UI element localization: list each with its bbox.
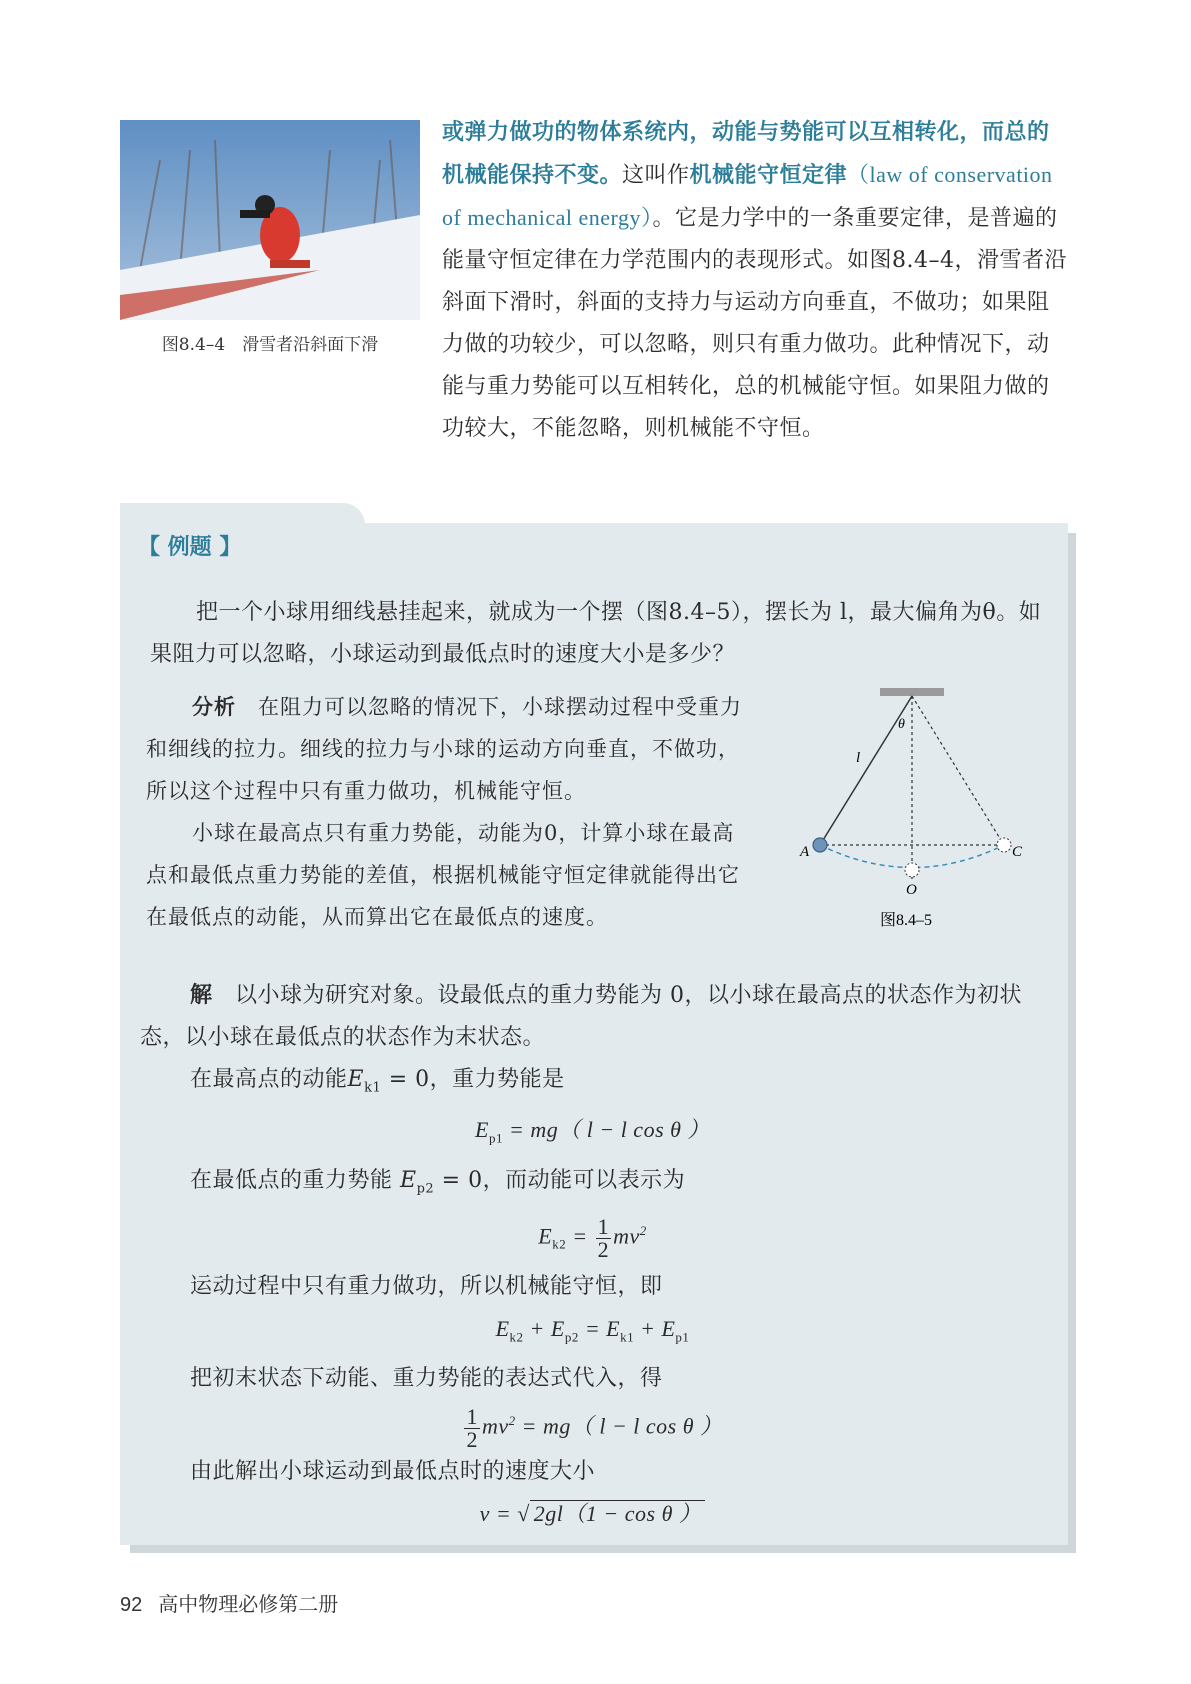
english-term: （law of conservation of mechanical energy）	[442, 162, 1053, 230]
solution-label: 解	[190, 983, 213, 1008]
step2b-text: ，而动能可以表示为	[482, 1167, 686, 1193]
pendulum-diagram	[790, 680, 1050, 940]
step3-text: 运动过程中只有重力做功，所以机械能守恒，即	[190, 1273, 663, 1299]
ball-c	[997, 838, 1011, 852]
equation-ek2: $E_{k2}$ = $\frac{1}{2}$ $mv^2$	[538, 1213, 647, 1262]
analysis-section	[146, 686, 746, 938]
skier-photo	[120, 120, 420, 320]
label-a: A	[800, 844, 810, 860]
page-footer	[120, 1588, 338, 1617]
page-number: 92	[120, 1594, 143, 1616]
label-o: O	[906, 882, 917, 898]
equation-ep1: $E_{p1} = mg$（ l − l cos θ ）	[475, 1117, 710, 1146]
ball-a	[813, 838, 827, 852]
step5-text: 由此解出小球运动到最低点时的速度大小	[190, 1459, 596, 1485]
box-shadow-bottom	[130, 1545, 1076, 1553]
intro-text: 这叫作	[622, 163, 690, 188]
analysis-label: 分析	[192, 695, 236, 719]
equation-velocity: v = √ 2gl（1 − cos θ ）	[140, 1493, 1045, 1535]
label-l: l	[856, 750, 861, 766]
equation-conservation: $E_{k2} + E_{p2} = E_{k1} + E_{p1}$	[495, 1315, 690, 1345]
example-problem: 把一个小球用细线悬挂起来，就成为一个摆（图8.4–5），摆长为 l，最大偏角为θ。如果阻力可以忽略，小球运动到最低点时的速度大小是多少？	[150, 600, 1042, 667]
intro-paragraph	[442, 112, 1067, 450]
box-shadow	[1068, 533, 1076, 1553]
step1-text: 在最高点的动能	[190, 1067, 348, 1092]
example-title: 【 例题 】	[138, 535, 242, 560]
equation-substituted: $\frac{1}{2}$ $mv^2 = mg$（ l − l cos θ ）	[466, 1404, 723, 1453]
law-term: 机械能守恒定律	[689, 163, 848, 188]
step2-text: 在最低点的重力势能	[190, 1167, 393, 1193]
figure-caption-2: 图8.4–5	[880, 912, 933, 929]
book-title: 高中物理必修第二册	[158, 1592, 339, 1616]
string-line-dashed	[912, 696, 1004, 845]
step1b-text: ，重力势能是	[429, 1067, 565, 1092]
analysis-text-2: 小球在最高点只有重力势能，动能为0，计算小球在最高点和最低点重力势能的差值，根据机械能守恒定律就能得出它在最低点的动能，从而算出它在最低点的速度。	[146, 821, 740, 929]
intro-text-rest: 。它是力学中的一条重要定律，是普遍的能量守恒定律在力学范围内的表现形式。如图8.4–4，滑雪者沿斜面下滑时，斜面的支持力与运动方向垂直，不做功；如果阻力做的功较少，可以忽略，则只有重力做功。此种情况下，动能与重力势能可以互相转化，总的机械能守恒。如果阻力做的功较大，不能忽略，则机械能不守恒。	[442, 206, 1067, 441]
pivot-support	[880, 688, 944, 696]
step4-text: 把初末状态下动能、重力势能的表达式代入，得	[190, 1366, 663, 1392]
ball-o	[905, 863, 919, 877]
label-c: C	[1012, 844, 1023, 860]
analysis-text-1: 在阻力可以忽略的情况下，小球摆动过程中受重力和细线的拉力。细线的拉力与小球的运动方向垂直，不做功，所以这个过程中只有重力做功，机械能守恒。	[146, 695, 742, 803]
label-theta: θ	[898, 717, 905, 732]
intro-bold-text: 或弹力做功的物体系统内，动能与势能可以互相转化，而总的机械能保持不变。	[442, 120, 1050, 188]
figure-caption: 图8.4–4 滑雪者沿斜面下滑	[161, 335, 379, 355]
solution-section: 解 以小球为研究对象。设最低点的重力势能为 0，以小球在最高点的状态作为初状态，以小球在最低点的状态作为末状态。 在最高点的动能$E_{k1} = 0$，重力势能是 $E_{p1} = mg$（ l − l cos θ ） 在最低点的重力势能 $E_{p2} = 0$，而动能可以表示为 $E_{k2}$ = $\frac{1}{2}$ $mv^2$ 运动过程中只有重力做功，所以机械能守恒，即 $E_{k2} + E_{p2} = E_{k1} + E_{p1}$ 把初末状态下动能、重力势能的表达式代入，得 $\frac{1}{2}$ $mv^2 = mg$（ l − l cos θ ） 由此解出小球运动到最低点时的速度大小 v = √ 2gl（1 − cos θ ）	[140, 975, 1045, 1535]
solution-text: 以小球为研究对象。设最低点的重力势能为 0，以小球在最高点的状态作为初状态，以小球在最低点的状态作为末状态。	[140, 983, 1023, 1050]
